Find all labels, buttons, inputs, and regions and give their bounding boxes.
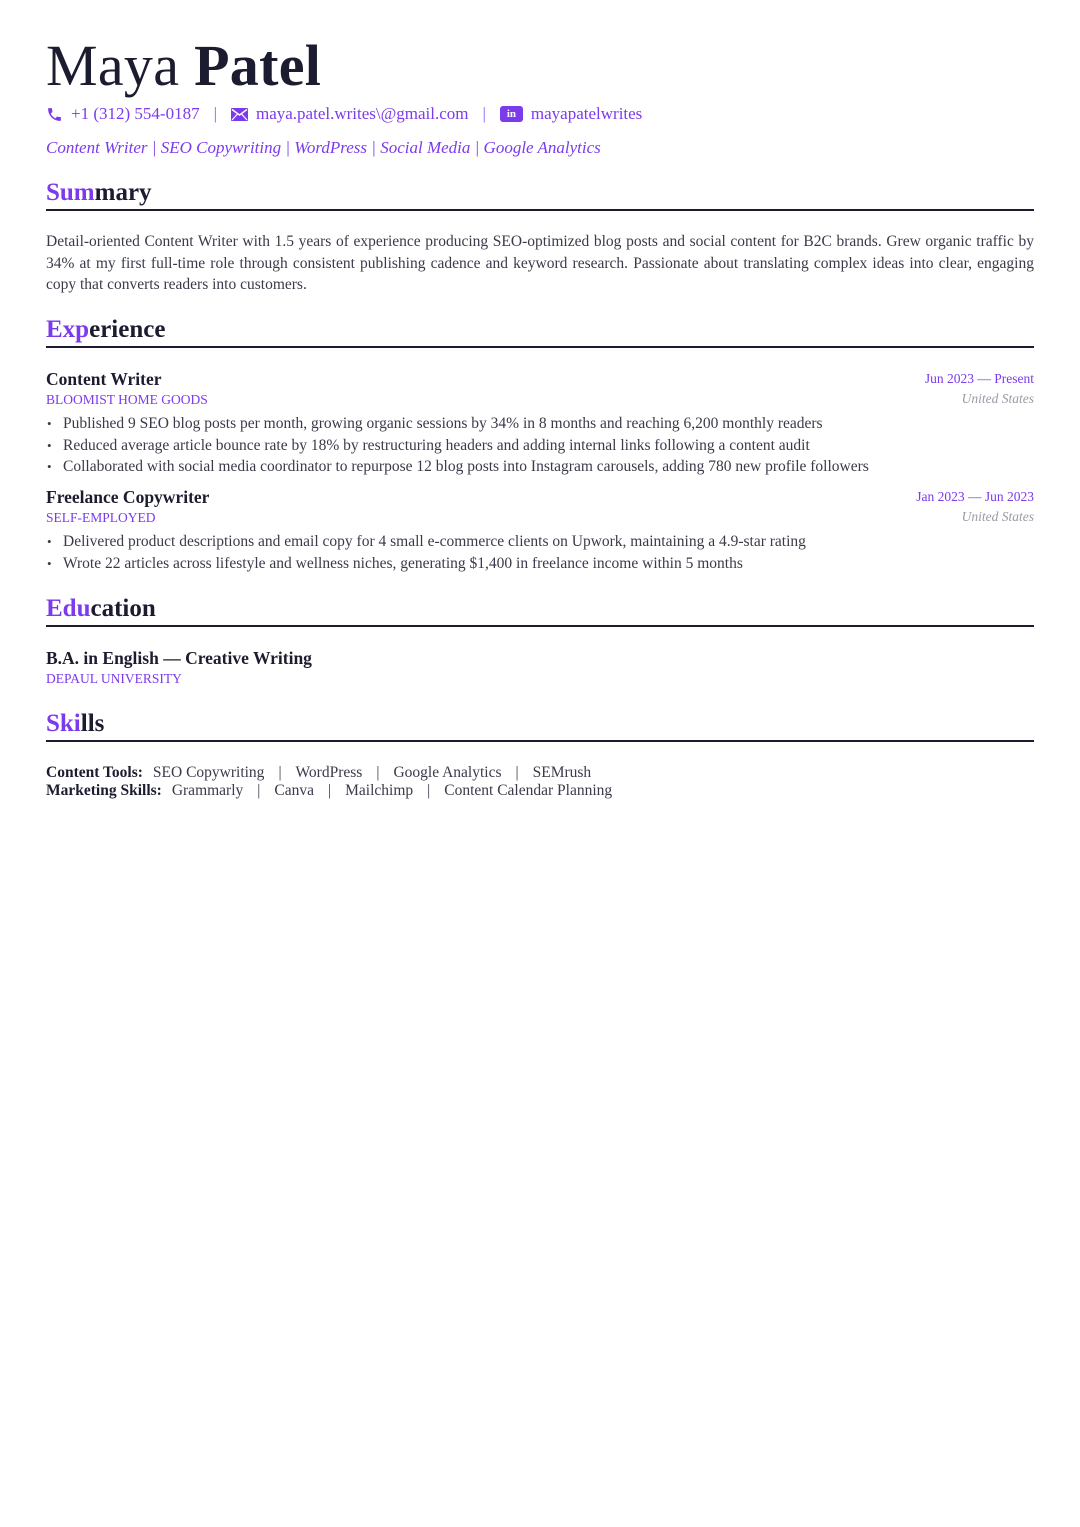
education-entry bbox=[46, 647, 312, 689]
contact-linkedin[interactable] bbox=[500, 103, 642, 125]
bullet-item: • Reduced average article bounce rate by 18% by restructuring headers and adding internal links following a content audit bbox=[46, 435, 1034, 457]
envelope-icon bbox=[231, 108, 248, 121]
separator: | bbox=[278, 764, 282, 781]
separator: | bbox=[328, 782, 332, 799]
phone-icon bbox=[46, 106, 63, 123]
section-heading-summary bbox=[46, 178, 1034, 211]
heading-accent: Sum bbox=[46, 179, 95, 206]
separator: | bbox=[213, 104, 217, 123]
heading-rest: lls bbox=[80, 710, 105, 737]
bullet-item: • Published 9 SEO blog posts per month, growing organic sessions by 34% in 8 months and reaching 6,200 monthly readers bbox=[46, 413, 1034, 435]
job-dates: Jun 2023 — Present bbox=[924, 371, 1034, 386]
contact-phone[interactable] bbox=[46, 103, 200, 125]
heading-accent: Ski bbox=[46, 710, 81, 737]
linkedin-link: mayapatelwrites bbox=[530, 104, 643, 123]
skill-item: SEO Copywriting bbox=[152, 764, 265, 781]
bullet-item: • Collaborated with social media coordinator to repurpose 12 blog posts into Instagram carousels, adding 780 new profile followers bbox=[46, 456, 1034, 478]
heading-accent: Exp bbox=[46, 316, 90, 343]
job-location: United States bbox=[961, 509, 1034, 524]
contact-line bbox=[46, 103, 642, 125]
linkedin-icon: in bbox=[500, 106, 523, 122]
skill-group-label: Marketing Skills: bbox=[46, 782, 162, 799]
first-name: Maya bbox=[46, 33, 180, 98]
skills-list bbox=[46, 764, 612, 800]
skill-item: SEMrush bbox=[532, 764, 592, 781]
company-name: BLOOMIST HOME GOODS bbox=[46, 392, 208, 407]
job-location: United States bbox=[961, 391, 1034, 406]
skill-item: Content Calendar Planning bbox=[444, 782, 613, 799]
section-heading-experience bbox=[46, 315, 1034, 348]
skill-item: Canva bbox=[274, 782, 314, 799]
skill-group bbox=[46, 764, 612, 782]
separator: | bbox=[515, 764, 519, 781]
heading-accent: Edu bbox=[46, 595, 91, 622]
phone-text: +1 (312) 554-0187 bbox=[71, 104, 200, 123]
heading-rest: cation bbox=[90, 595, 156, 622]
separator: | bbox=[257, 782, 261, 799]
bullet-item: • Wrote 22 articles across lifestyle and wellness niches, generating $1,400 in freelance income within 5 months bbox=[46, 553, 1034, 575]
email-link: maya.patel.writes\@gmail.com bbox=[255, 104, 469, 123]
heading-rest: mary bbox=[94, 179, 152, 206]
skill-group-label: Content Tools: bbox=[46, 764, 143, 781]
heading-rest: erience bbox=[89, 316, 166, 343]
skill-group bbox=[46, 782, 612, 800]
bullet-item: • Delivered product descriptions and email copy for 4 small e-commerce clients on Upwork, maintaining a 4.9-star rating bbox=[46, 531, 1034, 553]
section-heading-education bbox=[46, 594, 1034, 627]
contact-email[interactable] bbox=[231, 103, 469, 125]
headline-tagline: Content Writer | SEO Copywriting | WordPress | Social Media | Google Analytics bbox=[46, 138, 601, 157]
job-title: Freelance Copywriter bbox=[46, 487, 210, 507]
candidate-name bbox=[46, 34, 321, 98]
skill-item: WordPress bbox=[295, 764, 363, 781]
company-name: SELF-EMPLOYED bbox=[46, 510, 156, 525]
job-title: Content Writer bbox=[46, 369, 162, 389]
separator: | bbox=[376, 764, 380, 781]
skill-item: Grammarly bbox=[171, 782, 244, 799]
skill-item: Google Analytics bbox=[393, 764, 502, 781]
degree-title: B.A. in English — Creative Writing bbox=[46, 648, 312, 668]
job-dates: Jan 2023 — Jun 2023 bbox=[916, 489, 1034, 504]
last-name: Patel bbox=[194, 33, 322, 98]
skill-item: Mailchimp bbox=[345, 782, 414, 799]
job-entry bbox=[46, 486, 1034, 574]
summary-text: Detail-oriented Content Writer with 1.5 years of experience producing SEO-optimized blog posts and social content for B2C brands. Grew organic traffic by 34% at my first full-time role through consistent publishing cadence and keyword research. Passionate about translating complex ideas into clear, engaging copy that converts readers into customers. bbox=[46, 233, 1034, 293]
job-bullets bbox=[46, 413, 1034, 478]
separator: | bbox=[482, 104, 486, 123]
job-bullets bbox=[46, 531, 1034, 574]
job-entry bbox=[46, 368, 1034, 478]
school-name: DEPAUL UNIVERSITY bbox=[46, 671, 182, 686]
separator: | bbox=[427, 782, 431, 799]
section-heading-skills bbox=[46, 709, 1034, 742]
